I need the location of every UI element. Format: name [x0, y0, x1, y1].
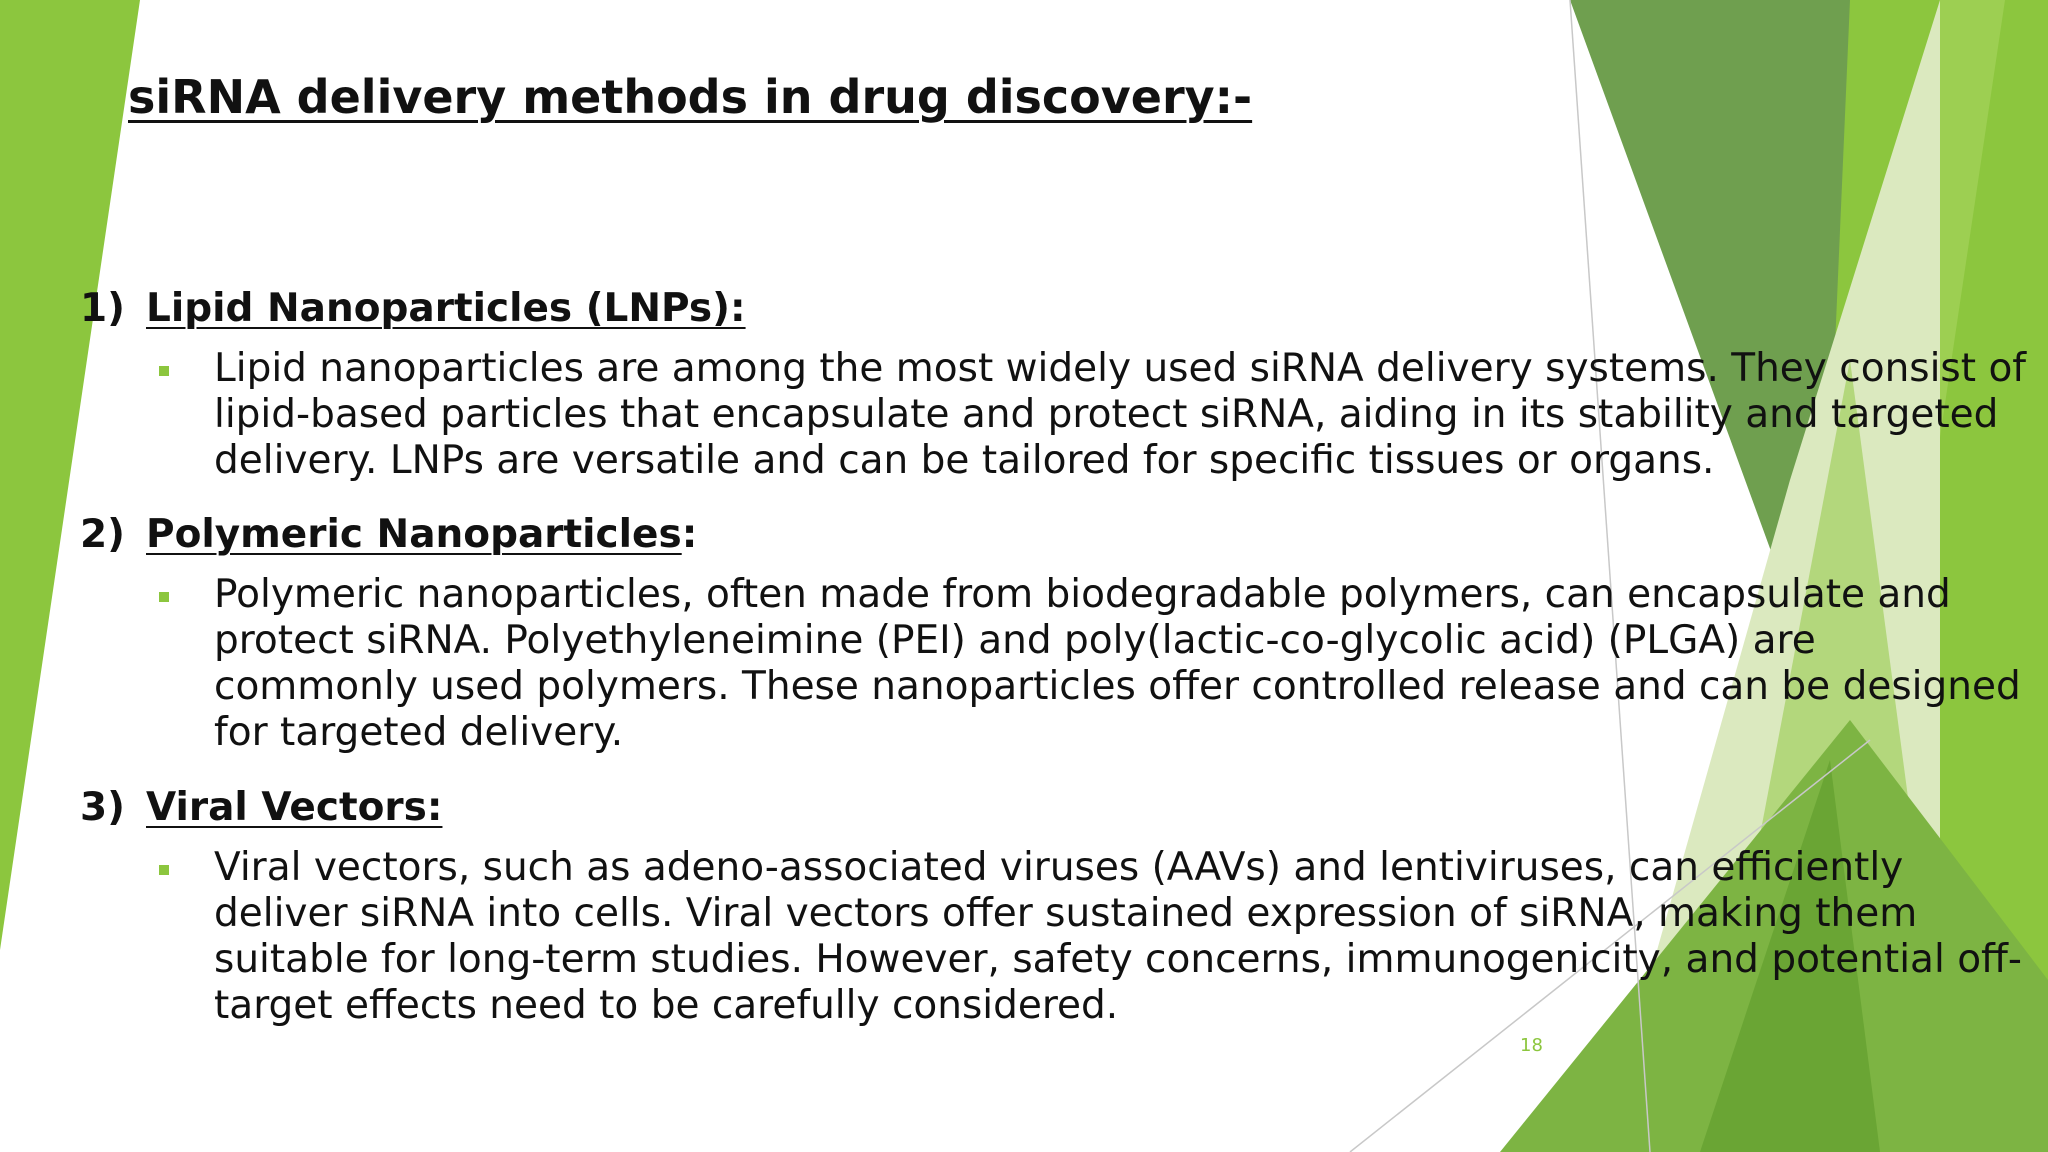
- bullet-text: [214, 346, 2026, 484]
- bullet-line: Lipid nanoparticles are among the most widely used siRNA delivery systems. They consist of: [214, 346, 2027, 391]
- bullet-line: protect siRNA. Polyethyleneimine (PEI) and poly(lactic-co-glycolic acid) (PLGA) are: [214, 618, 1816, 663]
- section-number: 3): [80, 785, 125, 830]
- square-bullet-icon: [159, 865, 169, 875]
- slide-page-number: 18: [1520, 1035, 1543, 1056]
- bullet-line: lipid-based particles that encapsulate and protect siRNA, aiding in its stability and targeted: [214, 392, 1999, 437]
- bullet-line: target effects need to be carefully considered.: [214, 983, 1119, 1028]
- bullet-line: commonly used polymers. These nanoparticles offer controlled release and can be designed: [214, 664, 2021, 709]
- bullet-item: [80, 346, 2027, 484]
- section-title: Lipid Nanoparticles (LNPs):: [146, 286, 746, 331]
- square-bullet-icon: [159, 592, 169, 602]
- section-lipid-nanoparticles: [80, 286, 2027, 484]
- bullet-line: for targeted delivery.: [214, 710, 624, 755]
- section-title-suffix: :: [681, 512, 698, 557]
- bullet-item: [80, 845, 2022, 1029]
- arrow-bullet-icon: ➤: [84, 82, 106, 112]
- slide-title: siRNA delivery methods in drug discovery:-: [128, 70, 1253, 124]
- section-heading: [80, 785, 1980, 831]
- section-number: 1): [80, 286, 125, 331]
- bullet-line: Polymeric nanoparticles, often made from biodegradable polymers, can encapsulate and: [214, 572, 1951, 617]
- bullet-line: delivery. LNPs are versatile and can be tailored for specific tissues or organs.: [214, 438, 1715, 483]
- bullet-line: deliver siRNA into cells. Viral vectors offer sustained expression of siRNA, making them: [214, 891, 1918, 936]
- square-bullet-icon: [159, 366, 169, 376]
- bullet-text: [214, 572, 2021, 756]
- section-title: Viral Vectors:: [146, 785, 443, 830]
- section-heading: [80, 286, 1980, 332]
- bullet-item: [80, 572, 2021, 756]
- bullet-text: [214, 845, 2022, 1029]
- section-number: 2): [80, 512, 125, 557]
- section-viral-vectors: [80, 785, 2022, 1029]
- section-polymeric-nanoparticles: [80, 512, 2021, 756]
- section-heading: [80, 512, 1980, 558]
- section-title: Polymeric Nanoparticles: [146, 512, 682, 557]
- bullet-line: suitable for long-term studies. However, safety concerns, immunogenicity, and potential off-: [214, 937, 2022, 982]
- slide-title-row: [84, 70, 1252, 124]
- bullet-line: Viral vectors, such as adeno-associated viruses (AAVs) and lentiviruses, can efficiently: [214, 845, 1904, 890]
